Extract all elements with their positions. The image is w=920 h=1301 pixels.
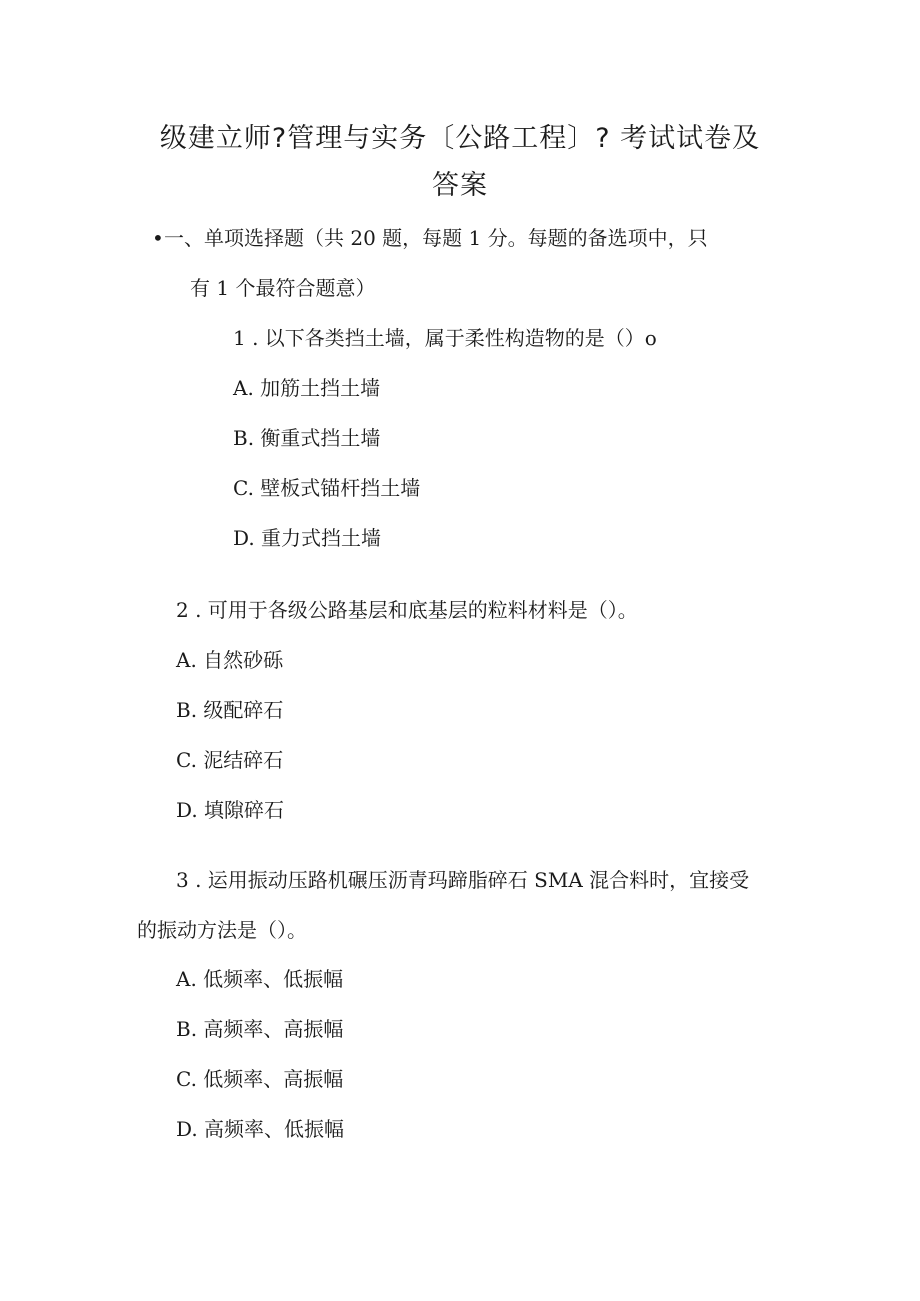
question-1-option-b: B. 衡重式挡土墙: [233, 426, 381, 450]
question-3-option-d: D. 高频率、低振幅: [176, 1117, 345, 1141]
question-2-option-b: B. 级配碎石: [176, 698, 284, 722]
bullet-icon: •: [152, 226, 164, 250]
question-1-option-a: A. 加筋土挡土墙: [233, 376, 381, 400]
question-2-stem: 2 . 可用于各级公路基层和底基层的粒料材料是（）。: [176, 598, 638, 622]
question-1-stem: 1 . 以下各类挡土墙，属于柔性构造物的是（）o: [233, 326, 657, 350]
question-1-option-c: C. 壁板式锚杆挡土墙: [233, 476, 421, 500]
question-1-option-d: D. 重力式挡土墙: [233, 526, 382, 550]
question-2-option-c: C. 泥结碎石: [176, 748, 284, 772]
section-heading-text: 一、单项选择题（共 20 题，每题 1 分。每题的备选项中，只: [164, 226, 708, 250]
question-2-option-d: D. 填隙碎石: [176, 798, 285, 822]
question-3-option-b: B. 高频率、高振幅: [176, 1017, 344, 1041]
question-3-stem-continuation: 的振动方法是（）。: [137, 918, 307, 942]
section-heading-continuation: 有 1 个最符合题意）: [190, 276, 376, 300]
section-heading: [152, 224, 708, 252]
question-3-option-c: C. 低频率、高振幅: [176, 1067, 344, 1091]
document-title-line-1: 级建立师?管理与实务〔公路工程〕? 考试试卷及: [159, 123, 761, 154]
question-3-option-a: A. 低频率、低振幅: [176, 967, 344, 991]
question-3-stem: 3 . 运用振动压路机碾压沥青玛蹄脂碎石 SMA 混合料时，宜接受: [176, 868, 750, 892]
question-2-option-a: A. 自然砂砾: [176, 648, 284, 672]
document-title-line-2: 答案: [432, 170, 488, 201]
